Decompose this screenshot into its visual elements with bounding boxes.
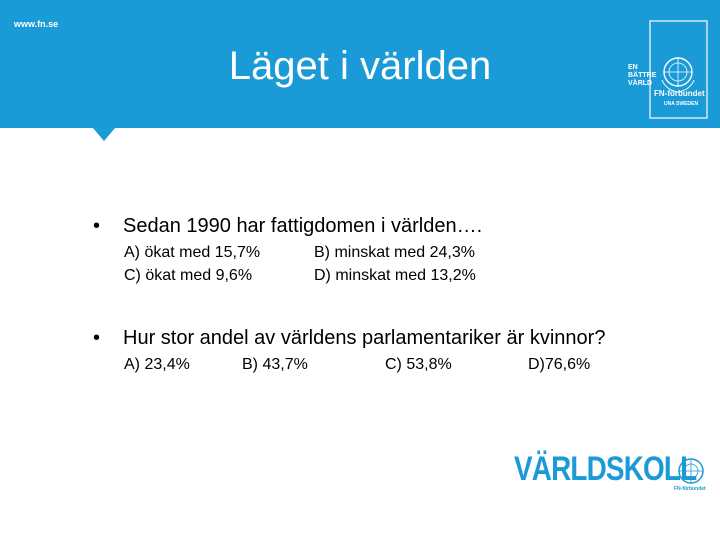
question-1 bbox=[93, 215, 482, 238]
q2-option-d: D)76,6% bbox=[528, 356, 591, 373]
varldskoll-logo bbox=[508, 448, 708, 496]
logo-line-1: EN bbox=[628, 64, 638, 71]
brand-wordmark: VÄRLDSKOLL bbox=[514, 450, 697, 488]
q2-option-a: A) 23,4% bbox=[124, 356, 190, 373]
question-2-text: Hur stor andel av världens parlamentariker är kvinnor? bbox=[123, 327, 606, 349]
q2-option-b: B) 43,7% bbox=[242, 356, 308, 373]
brand-subtitle: FN-förbundet bbox=[674, 486, 706, 492]
question-1-text: Sedan 1990 har fattigdomen i världen…. bbox=[123, 215, 483, 237]
logo-line-2: BÄTTRE bbox=[628, 72, 657, 79]
slide-title: Läget i världen bbox=[228, 44, 492, 88]
logo-name: FN-förbundet bbox=[654, 89, 705, 98]
bullet-icon: • bbox=[93, 215, 101, 237]
logo-subtitle: UNA SWEDEN bbox=[664, 101, 698, 107]
q1-option-d: D) minskat med 13,2% bbox=[314, 267, 476, 284]
q2-option-c: C) 53,8% bbox=[385, 356, 452, 373]
q1-option-a: A) ökat med 15,7% bbox=[124, 244, 261, 261]
q1-option-b: B) minskat med 24,3% bbox=[314, 244, 475, 261]
site-url: www.fn.se bbox=[14, 19, 59, 29]
un-emblem-icon bbox=[676, 456, 706, 486]
question-2 bbox=[93, 327, 605, 350]
q1-option-c: C) ökat med 9,6% bbox=[124, 267, 253, 284]
bullet-icon: • bbox=[93, 327, 101, 349]
logo-line-3: VÄRLD bbox=[628, 80, 653, 87]
